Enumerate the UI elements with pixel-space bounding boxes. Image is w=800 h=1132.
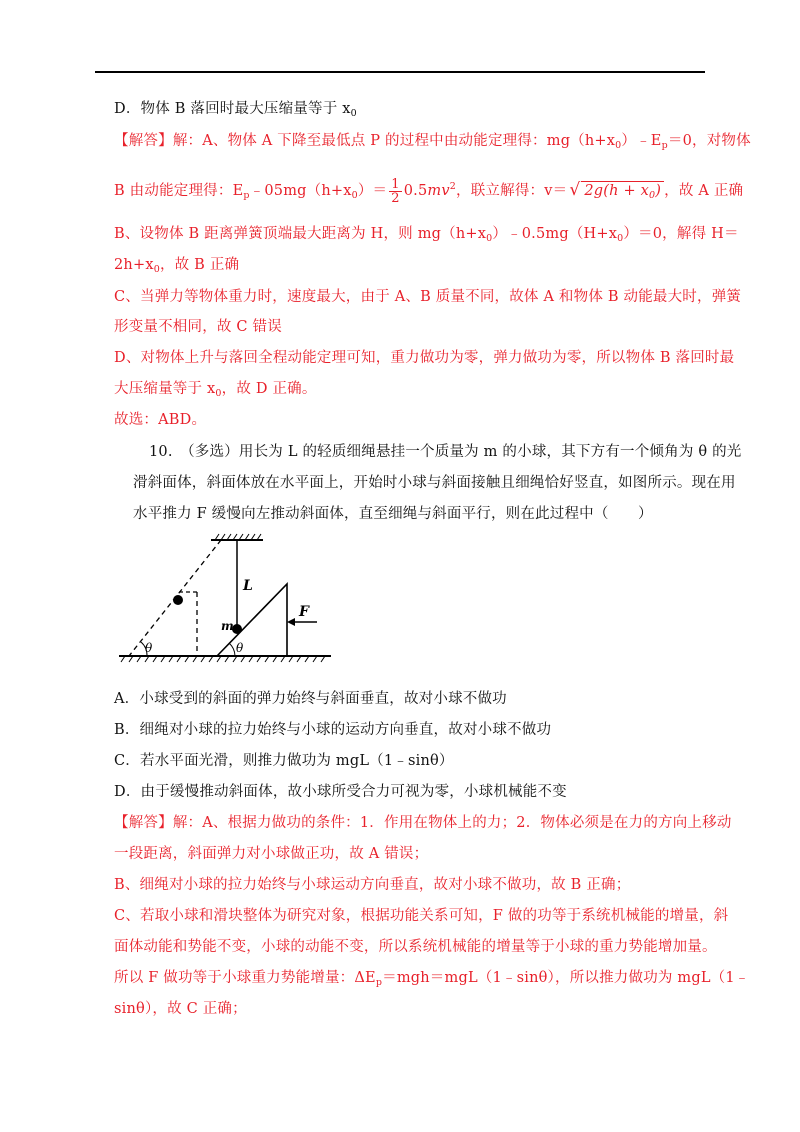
option-d: D．由于缓慢推动斜面体，故小球所受合力可视为零，小球机械能不变 xyxy=(114,784,567,800)
solution-10-line-4: C、若取小球和滑块整体为研究对象，根据功能关系可知，F 做的功等于系统机械能的增量，斜 xyxy=(114,908,729,924)
solution-10-line-5: 面体动能和势能不变，小球的动能不变，所以系统机械能的增量等于小球的重力势能增加量。 xyxy=(114,939,717,955)
ball-final xyxy=(173,595,183,605)
label-theta-final: θ xyxy=(145,641,153,655)
solution-9-line-8: 大压缩量等于 $x_0$，故 D 正确。 xyxy=(114,381,317,399)
option-b: B．细绳对小球的拉力始终与小球的运动方向垂直，故对小球不做功 xyxy=(114,722,552,738)
solution-9-line-7: D、对物体上升与落回全程动能定理可知，重力做功为零，弹力做功为零，所以物体 B 落回时最 xyxy=(114,350,735,366)
solution-10-line-3: B、细绳对小球的拉力始终与小球运动方向垂直，故对小球不做功，故 B 正确； xyxy=(114,877,631,893)
solution-9-answer: 故选：ABD。 xyxy=(114,412,207,428)
sqrt-icon: √ xyxy=(569,180,581,200)
force-arrow-head xyxy=(287,618,295,626)
option-a: A．小球受到的斜面的弹力始终与斜面垂直，故对小球不做功 xyxy=(114,691,507,707)
angle-arc-initial xyxy=(229,643,235,656)
label-L: L xyxy=(243,578,253,594)
solution-10-line-7: sinθ），故 C 正确； xyxy=(114,1001,247,1017)
option-c: C．若水平面光滑，则推力做功为 mgL（1﹣sinθ） xyxy=(114,753,454,769)
incline-pendulum-figure xyxy=(117,530,333,664)
fraction-one-half: $\frac{1}{2}$ xyxy=(391,176,400,206)
label-theta-initial: θ xyxy=(236,641,244,655)
header-rule xyxy=(95,71,705,73)
solution-9-line-1: 【解答】解：A、物体 A 下降至最低点 P 的过程中由动能定理得：$mg(h+x_0)﹣E_p=0$，对物体 xyxy=(114,133,751,151)
sqrt-expression: $2g(h + x_0)$ xyxy=(581,181,664,205)
solution-tag: 【解答】 xyxy=(114,815,173,831)
solution-9-line-3: B、设物体 B 距离弹簧顶端最大距离为 H，则 $mg(h+x_0)﹣0.5mg(H+x_0)=0$，解得 H＝ xyxy=(114,226,739,244)
label-F: F xyxy=(299,604,309,620)
solution-9-line-2: B 由动能定理得：$E_p﹣05mg(h+x_0)=$ $\frac{1}{2}$ $0.5mv^2$，联立解得：v＝ √ $2g(h + x_0)$ ，故 A 正确 xyxy=(114,176,744,206)
solution-tag: 【解答】 xyxy=(114,133,173,149)
question-10-line-2: 滑斜面体，斜面体放在水平面上，开始时小球与斜面接触且细绳恰好竖直，如图所示。现在用 xyxy=(133,475,736,491)
solution-10-line-2: 一段距离，斜面弹力对小球做正功，故 A 错误； xyxy=(114,846,429,862)
solution-10-line-1: 【解答】解：A、根据力做功的条件：1．作用在物体上的力；2．物体必须是在力的方向上移动 xyxy=(114,815,732,831)
question-10-line-1: 10. （多选）用长为 L 的轻质细绳悬挂一个质量为 m 的小球，其下方有一个倾角为 θ 的光 xyxy=(149,444,742,460)
solution-9-line-6: 形变量不相同，故 C 错误 xyxy=(114,319,282,335)
solution-9-line-4: $2h+x_0$，故 B 正确 xyxy=(114,257,240,275)
solution-9-line-5: C、当弹力等物体重力时，速度最大，由于 A、B 质量不同，故体 A 和物体 B 动能最大时，弹簧 xyxy=(114,289,742,305)
label-m: m xyxy=(221,619,234,633)
question-10-line-3: 水平推力 F 缓慢向左推动斜面体，直至细绳与斜面平行，则在此过程中（ ） xyxy=(133,506,653,522)
prev-option-d: D．物体 B 落回时最大压缩量等于 $x_0$ xyxy=(114,101,357,119)
solution-10-line-6: 所以 F 做功等于小球重力势能增量：$\Delta E_p=mgh=mgL(1﹣\sin\theta)$，所以推力做功为 mgL（1﹣ xyxy=(114,970,750,988)
